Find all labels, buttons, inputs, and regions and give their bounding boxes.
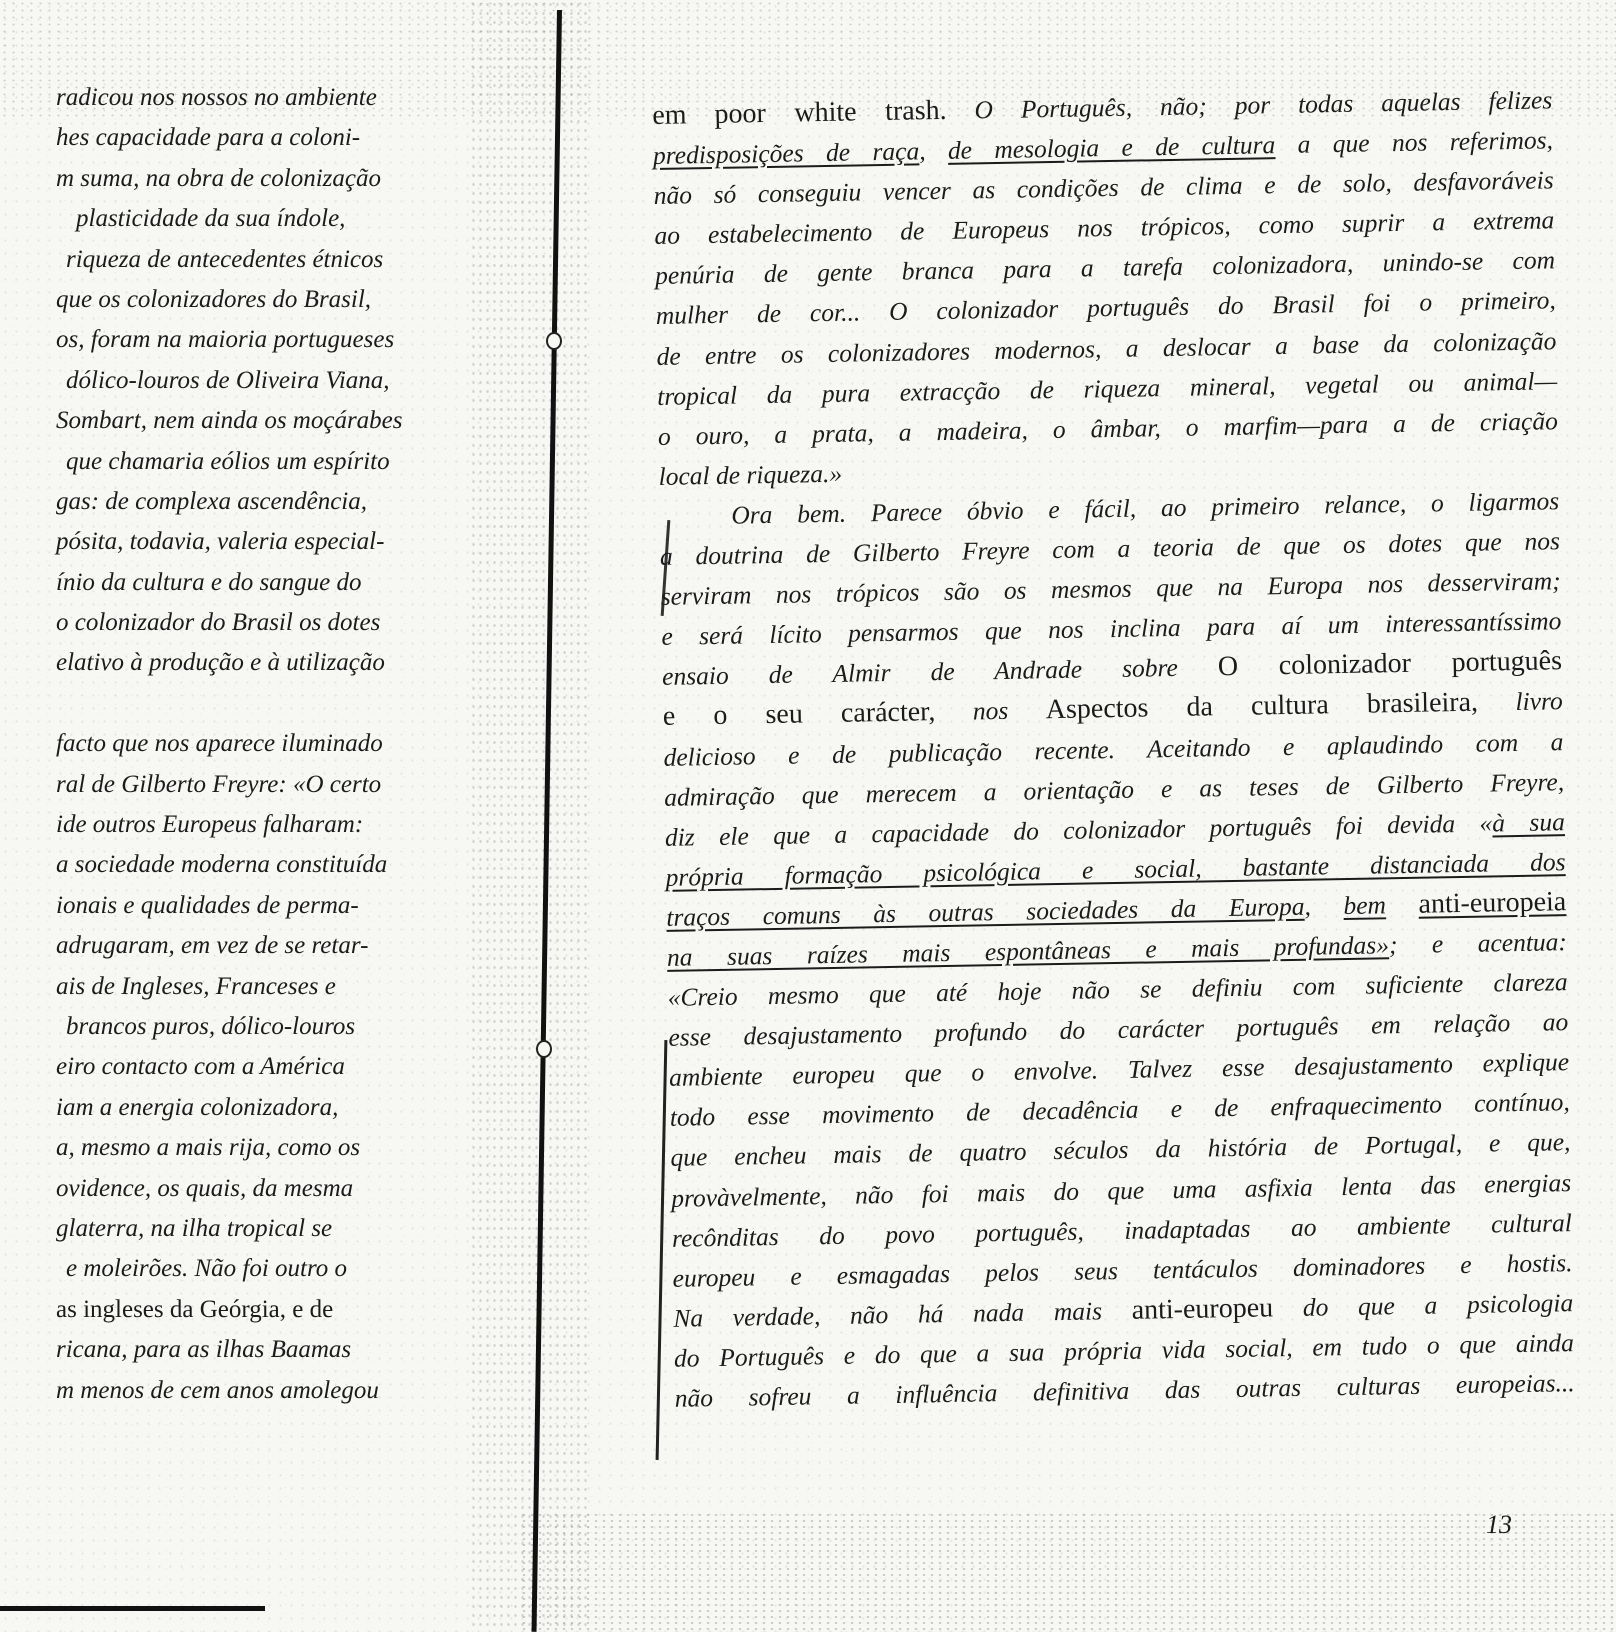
text-run: poor white trash.: [714, 94, 947, 130]
text-run: ; e acentua:: [1388, 927, 1568, 960]
underlined-run: predisposições de raça: [652, 136, 920, 171]
underlined-run: anti-europeia: [1418, 886, 1567, 920]
body-line: de entre os colonizadores modernos, a deslocar a base da colonização: [656, 325, 1557, 371]
body-line: do Português e do que a sua própria vida social, em tudo o que ainda: [673, 1328, 1575, 1373]
left-line: adrugaram, em vez de se retar-: [56, 932, 369, 960]
left-page-rule: [0, 1606, 265, 1611]
left-line: a sociedade moderna constituída: [56, 851, 388, 879]
body-line: «Creio mesmo que até hoje não se definiu com suficiente clareza: [667, 967, 1568, 1012]
body-line: penúria de gente branca para a tarefa colonizadora, unindo-se com: [654, 245, 1556, 291]
left-line: ral de Gilberto Freyre: «O certo: [56, 770, 382, 798]
text-run: nos: [972, 696, 1009, 726]
left-line: Sombart, nem ainda os moçárabes: [56, 407, 403, 435]
left-line: a, mesmo a mais rija, como os: [56, 1134, 361, 1162]
left-line: iam a energia colonizadora,: [56, 1093, 339, 1121]
underlined-run: à sua: [1491, 806, 1566, 838]
left-line: dólico-louros de Oliveira Viana,: [66, 366, 390, 394]
binding-ring: [546, 332, 562, 350]
body-line: ambiente europeu que o envolve. Talvez esse desajustamento explique: [668, 1047, 1570, 1093]
body-line: mulher de cor... O colonizador português do Brasil foi o primeiro,: [655, 285, 1556, 331]
text-run: O Português, não; por todas aquelas felizes: [974, 85, 1553, 125]
underlined-run: traços comuns às outras sociedades da Europa: [666, 891, 1305, 932]
body-line: todo esse movimento de decadência e de enfraquecimento contínuo,: [669, 1087, 1570, 1133]
body-line: serviram nos trópicos são os mesmos que na Europa nos desserviram;: [660, 566, 1561, 612]
page-number: 13: [1486, 1510, 1512, 1539]
text-run: ,: [1304, 890, 1344, 921]
body-line: admiração que merecem a orientação e as teses de Gilberto Freyre,: [663, 766, 1565, 812]
body-line: ao estabelecimento de Europeus nos trópicos, como suprir a extrema: [654, 205, 1555, 251]
body-line: a doutrina de Gilberto Freyre com a teoria de que os dotes que nos: [659, 526, 1561, 571]
left-line: os, foram na maioria portugueses: [56, 326, 395, 354]
left-line: que chamaria eólios um espírito: [66, 447, 390, 475]
binding-ring: [536, 1040, 552, 1058]
body-line: esse desajustamento profundo do carácter português em relação ao: [668, 1007, 1569, 1053]
left-line: radicou nos nossos no ambiente: [56, 84, 377, 111]
body-line: local de riqueza.»: [658, 458, 843, 491]
left-line: m menos de cem anos amolegou: [56, 1376, 379, 1404]
left-line: glaterra, na ilha tropical se: [56, 1214, 333, 1242]
left-line: ínio da cultura e do sangue do: [56, 568, 362, 596]
left-line: ricana, para as ilhas Baamas: [56, 1336, 352, 1364]
body-line: não sofreu a influência definitiva das outras culturas europeias...: [674, 1368, 1575, 1413]
text-run: em: [652, 99, 687, 131]
text-run: diz ele que a capacidade do colonizador português foi devida «: [664, 808, 1493, 852]
body-line: e será lícito pensarmos que nos inclina para aí um interessantíssimo: [661, 606, 1562, 652]
left-line: facto que nos aparece iluminado: [56, 730, 383, 758]
left-line: gas: de complexa ascendência,: [56, 487, 367, 515]
body-line: própria formação psicológica e social, bastante distanciada dos: [665, 846, 1566, 892]
body-line: não só conseguiu vencer as condições de clima e de solo, desfavoráveis: [653, 165, 1554, 211]
left-line: plasticidade da sua índole,: [76, 205, 346, 233]
left-line: ovidence, os quais, da mesma: [56, 1174, 354, 1202]
body-line: provàvelmente, não foi mais do que uma asfixia lenta das energias: [670, 1167, 1572, 1213]
left-line: [56, 1290, 456, 1330]
body-line: o ouro, a prata, a madeira, o âmbar, o marfim—para a de criação: [657, 405, 1559, 451]
text-run: anti-europeu: [1131, 1292, 1274, 1326]
body-line: delicioso e de publicação recente. Aceitando e aplaudindo com a: [663, 726, 1564, 772]
left-page-text: [56, 78, 456, 1411]
text-run: ensaio de Almir de Andrade sobre: [661, 653, 1179, 692]
scan-noise-bottom: [520, 1512, 1616, 1632]
text-run: do que a psicologia: [1302, 1287, 1574, 1322]
left-line: elativo à produção e à utilização: [56, 649, 385, 677]
text-run: livro: [1515, 686, 1563, 717]
left-line: ide outros Europeus falharam:: [56, 811, 364, 839]
margin-pen-mark: [656, 1040, 668, 1460]
text-run: Na verdade, não há nada mais: [673, 1296, 1103, 1333]
left-line: m suma, na obra de colonização: [56, 164, 381, 192]
left-line: hes capacidade para a coloni-: [56, 124, 361, 152]
text-run: O colonizador português: [1217, 645, 1563, 683]
body-line: europeu e esmagadas pelos seus tentáculos dominadores e hostis.: [672, 1247, 1573, 1293]
left-line: ionais e qualidades de perma-: [56, 891, 359, 919]
underlined-run: na suas raízes mais espontâneas e mais profundas»: [666, 930, 1390, 972]
left-line: o colonizador do Brasil os dotes: [56, 609, 381, 637]
body-line: que encheu mais de quatro séculos da história de Portugal, e que,: [670, 1127, 1571, 1173]
paragraph-gap: [56, 684, 456, 724]
left-line: e moleirões. Não foi outro o: [66, 1255, 348, 1283]
left-line: que os colonizadores do Brasil,: [56, 285, 372, 313]
left-line-text: as ingleses da Geórgia, e de: [56, 1295, 334, 1323]
left-line: eiro contacto com a América: [56, 1053, 345, 1081]
text-run: Aspectos da cultura brasileira,: [1045, 687, 1479, 726]
left-line: brancos puros, dólico-louros: [66, 1012, 356, 1040]
text-run: ,: [918, 135, 949, 166]
left-line: ais de Ingleses, Franceses e: [56, 972, 336, 1000]
left-line: riqueza de antecedentes étnicos: [66, 245, 384, 273]
body-line: Ora bem. Parece óbvio e fácil, ao primeiro relance, o ligarmos: [731, 486, 1560, 530]
body-line: tropical da pura extracção de riqueza mineral, vegetal ou animal—: [656, 365, 1558, 411]
text-run: e o seu carácter,: [662, 696, 936, 733]
right-page-text: [652, 80, 1575, 1419]
left-line: pósita, todavia, valeria especial-: [56, 528, 385, 556]
scan-noise-gutter: [470, 0, 590, 1632]
text-run: a que nos referimos,: [1275, 125, 1554, 160]
underlined-run: bem: [1343, 890, 1387, 920]
body-line: recônditas do povo português, inadaptadas ao ambiente cultural: [671, 1207, 1573, 1253]
underlined-run: de mesologia e de cultura: [947, 130, 1276, 165]
